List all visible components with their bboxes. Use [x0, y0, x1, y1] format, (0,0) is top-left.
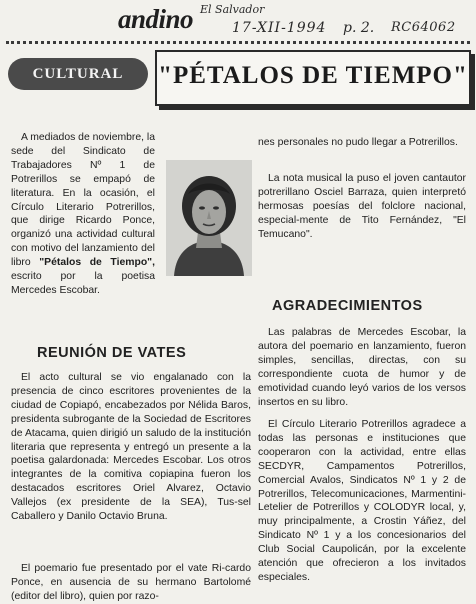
author-photo [166, 160, 252, 276]
handwritten-city-note: El Salvador [200, 3, 265, 16]
masthead [0, 0, 476, 40]
headline-box [155, 50, 471, 106]
handwritten-archive-code: RC64062 [391, 20, 456, 35]
reunion-paragraph-2: El poemario fue presentado por el vate Ri-cardo Ponce, en ausencia de su hermano Bartolomé (editor del libro), quien por razo- [11, 563, 251, 602]
handwritten-date-note: 17-XII-1994 [232, 20, 327, 36]
intro-text-end: escrito por la poetisa Mercedes Escobar. [11, 271, 155, 296]
col3-paragraph-1: nes personales no pudo llegar a Potrerillos. [258, 137, 458, 148]
agradecimientos-paragraph-1: Las palabras de Mercedes Escobar, la autora del poemario en lanzamiento, fueron simples, sencillas, directas, con su correspondiente cuota de humor y de emotividad cuando leyó varios de los versos insertos en su libro. [258, 327, 466, 408]
reunion-paragraph-1: El acto cultural se vio engalanado con la presencia de cinco escritores provenientes de la ciudad de Copiapó, encabezados por Nélida Baros, presidenta subrogante de la Sociedad de Escritores de Atacama, quien dirigió un saludo de la institución literaria que representa y entregó un presente a la poetisa galardonada: Mercedes Escobar. Los otros integrantes de la comitiva copiapina fueron los destacados escritores Oriel Alvarez, Octavio Vallejos (ex presidente de la SEA), Tus-sel Caballero y Danilo Octavio Bruna. [11, 372, 251, 523]
book-title: "Pétalos de Tiempo", [39, 257, 155, 269]
section-label: CULTURAL [8, 58, 148, 90]
col3-paragraph-2: La nota musical la puso el joven cantautor potrerillano Osciel Barraza, quien interpretó hermosas poesías del folclore nacional, especial-mente de Tito Fernández, "El Temucano". [258, 173, 466, 240]
newspaper-logo: andino [118, 4, 194, 34]
handwritten-page-note: p. 2. [343, 20, 375, 36]
subhead-agradecimientos: AGRADECIMIENTOS [272, 298, 423, 314]
portrait-image [166, 160, 252, 276]
article-headline: "PÉTALOS DE TIEMPO" [158, 62, 468, 89]
agradecimientos-paragraph-2: El Círculo Literario Potrerillos agradece a todas las personas e instituciones que cooperaron con la actividad, entre ellas SECDYR, Campamentos Potrerillos, Comercial Avalos, Sindicatos Nº 1 y 2 de Potrerillos, Telecomunicaciones, Marmentini-Letelier de Potrerillos y COLODYR local, y, muy principalmente, a Crostin Yáñez, del Sindicato Nº 1 y a los concesionarios del Club Social Caupolicán, por la excelente atención que ofrecieron a los invitados especiales. [258, 419, 466, 583]
subhead-reunion: REUNIÓN DE VATES [37, 345, 187, 361]
intro-paragraph [11, 131, 155, 298]
dotted-divider [6, 41, 470, 44]
intro-text: A mediados de noviembre, la sede del Sindicato de Trabajadores Nº 1 de Potrerillos se empapó de literatura. En la ocasión, el Círculo Literario Potrerillos, que dirige Ricardo Ponce, organizó una actividad cultural con motivo del lanzamiento del libro [11, 132, 156, 269]
